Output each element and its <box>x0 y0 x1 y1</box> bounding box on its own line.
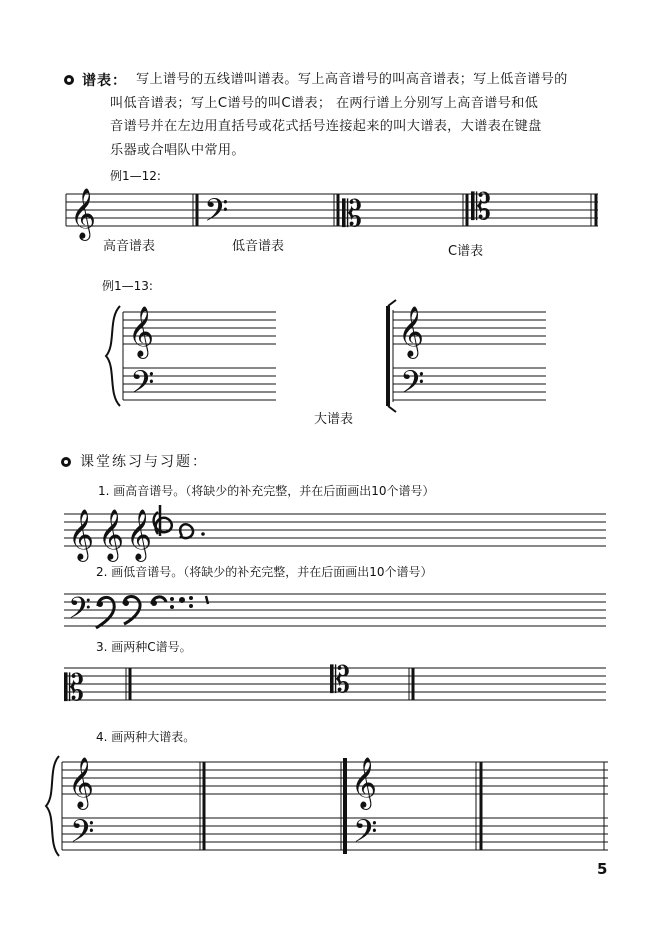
bass-clef-icon: 𝄢 <box>204 192 229 236</box>
bass-clef-icon: 𝄢 <box>400 364 425 408</box>
exercise-1-title: 1. 画高音谱号。（将缺少的补充完整，并在后面画出10个谱号） <box>98 484 435 498</box>
treble-clef-icon: 𝄞 <box>128 306 155 357</box>
section-heading: 谱表： <box>82 73 127 89</box>
example-label: 例1—12: <box>110 169 161 183</box>
exercise-2-title: 2. 画低音谱号。（将缺少的补充完整，并在后面画出10个谱号） <box>96 565 433 579</box>
paragraph-line: 乐器或合唱队中常用。 <box>110 142 245 158</box>
paragraph-line: 写上谱号的五线谱叫谱表。写上高音谱号的叫高音谱表；写上低音谱号的 <box>136 72 568 87</box>
exercise-4-title: 4. 画两种大谱表。 <box>96 730 196 744</box>
alto-clef-icon: 𝄡 <box>342 194 363 235</box>
section-heading: 课堂练习与习题： <box>80 454 208 470</box>
treble-clef-icon: 𝄞 <box>98 509 125 560</box>
exercise-3-title: 3. 画两种C谱号。 <box>96 640 192 654</box>
treble-clef-icon: 𝄞 <box>398 306 425 357</box>
paragraph-line: 叫低音谱表；写上C谱号的叫C谱表； 在两行谱上分别写上高音谱号和低 <box>110 95 539 111</box>
treble-staff-caption: 高音谱表 <box>103 239 156 254</box>
grand-staff-caption: 大谱表 <box>314 412 354 427</box>
tenor-clef-icon: 𝄡 <box>471 187 492 228</box>
tenor-clef-icon: 𝄡 <box>330 660 351 701</box>
treble-clef-icon: 𝄞 <box>70 188 97 239</box>
treble-clef-icon: 𝄞 <box>351 757 378 808</box>
bass-clef-icon: 𝄢 <box>68 592 92 633</box>
treble-clef-icon: 𝄞 <box>126 509 153 560</box>
treble-clef-icon: 𝄞 <box>68 757 95 808</box>
alto-clef-icon: 𝄡 <box>64 668 85 709</box>
treble-clef-icon: 𝄞 <box>68 509 95 560</box>
bass-clef-icon: 𝄢 <box>70 813 95 857</box>
bass-staff-caption: 低音谱表 <box>232 239 285 254</box>
c-staff-caption: C谱表 <box>448 244 484 259</box>
example-label: 例1—13: <box>102 279 153 293</box>
page-number: 5 <box>597 860 608 878</box>
bass-clef-icon: 𝄢 <box>353 813 378 857</box>
paragraph-line: 音谱号并在左边用直括号或花式括号连接起来的叫大谱表，大谱表在键盘 <box>110 119 542 134</box>
bass-clef-icon: 𝄢 <box>130 364 155 408</box>
